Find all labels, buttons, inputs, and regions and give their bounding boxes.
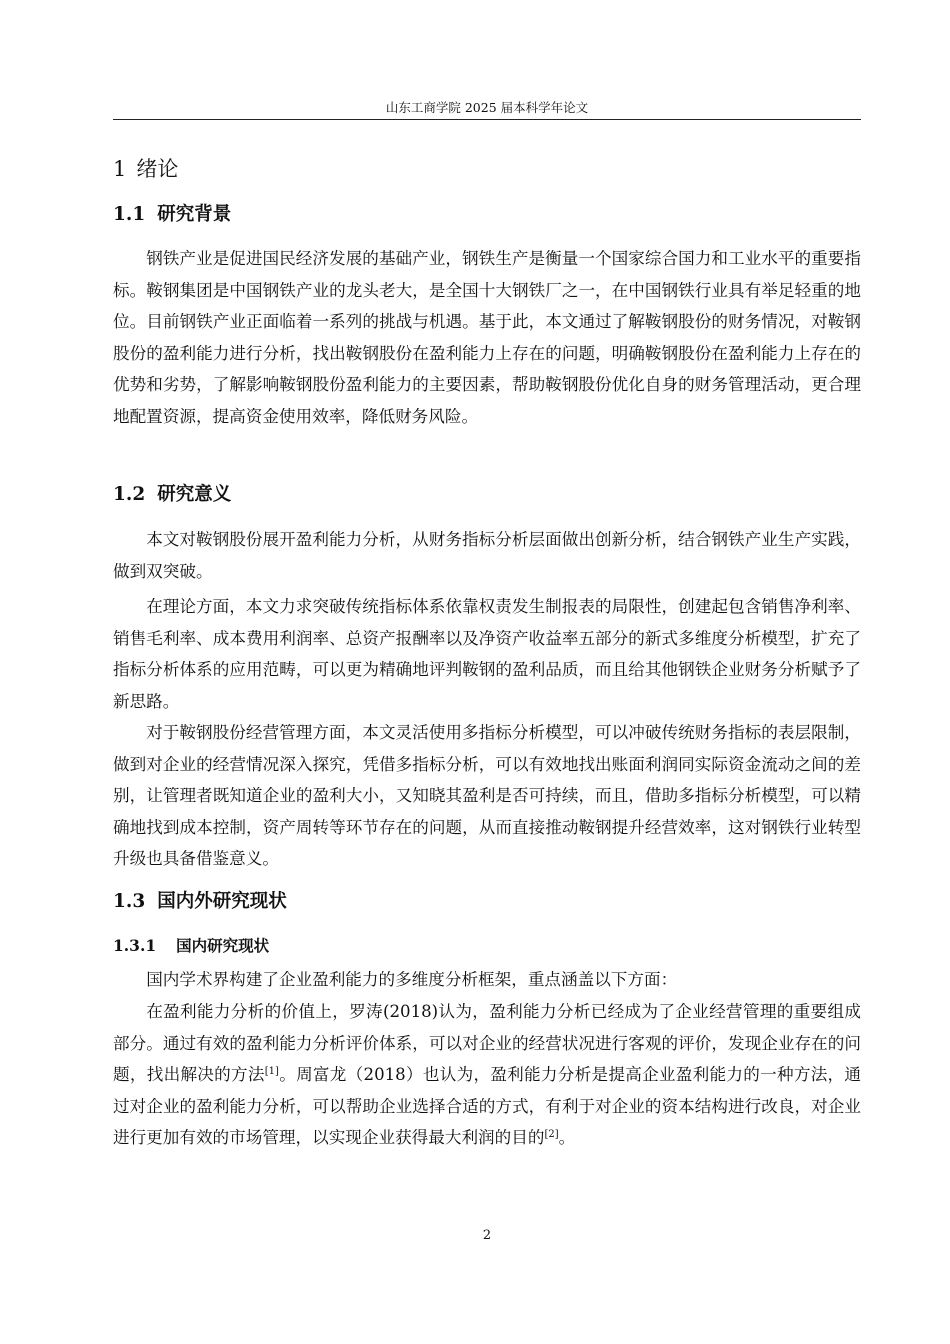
chapter-number: 1: [113, 157, 127, 181]
section-title: 国内外研究现状: [157, 891, 287, 912]
subsection-number: 1.3.1: [113, 936, 157, 955]
section-number: 1.1: [113, 204, 146, 225]
paragraph-significance-practice: 对于鞍钢股份经营管理方面，本文灵活使用多指标分析模型，可以冲破传统财务指标的表层限制，做到对企业的经营情况深入探究，凭借多指标分析，可以有效地找出账面利润同实际资金流动之间的差别，让管理者既知道企业的盈利大小，又知晓其盈利是否可持续，而且，借助多指标分析模型，可以精确地找到成本控制，资产周转等环节存在的问题，从而直接推动鞍钢提升经营效率，这对钢铁行业转型升级也具备借鉴意义。: [113, 723, 861, 868]
review-text-part-3: 。: [558, 1128, 576, 1147]
section-heading-1-1: [113, 201, 231, 229]
review-text-part-2: 。周富龙（2018）也认为，盈利能力分析是提高企业盈利能力的一种方法，通过对企业的盈利能力分析，可以帮助企业选择合适的方式，有利于对企业的资本结构进行改良，对企业进行更加有效的市场管理，以实现企业获得最大利润的目的: [113, 1065, 862, 1147]
section-title: 研究意义: [157, 484, 232, 505]
paragraph-background: 钢铁产业是促进国民经济发展的基础产业，钢铁生产是衡量一个国家综合国力和工业水平的重要指标。鞍钢集团是中国钢铁产业的龙头老大，是全国十大钢铁厂之一，在中国钢铁行业具有举足轻重的地位。目前钢铁产业正面临着一系列的挑战与机遇。基于此，本文通过了解鞍钢股份的财务情况，对鞍钢股份的盈利能力进行分析，找出鞍钢股份在盈利能力上存在的问题，明确鞍钢股份在盈利能力上存在的优势和劣势，了解影响鞍钢股份盈利能力的主要因素，帮助鞍钢股份优化自身的财务管理活动，更合理地配置资源，提高资金使用效率，降低财务风险。: [113, 249, 861, 426]
paragraph-domestic-intro: 国内学术界构建了企业盈利能力的多维度分析框架，重点涵盖以下方面：: [146, 970, 678, 989]
subsection-heading-1-3-1: [113, 934, 269, 958]
section-number: 1.2: [113, 484, 146, 505]
citation-ref-1: [1]: [264, 1066, 279, 1077]
running-header: 山东工商学院 2025 届本科学年论文: [385, 100, 589, 115]
chapter-heading: [113, 154, 178, 184]
header-rule: [113, 119, 861, 120]
paragraph-significance-intro: 本文对鞍钢股份展开盈利能力分析，从财务指标分析层面做出创新分析，结合钢铁产业生产实践，做到双突破。: [113, 530, 861, 581]
paragraph-significance-theory: 在理论方面，本文力求突破传统指标体系依靠权责发生制报表的局限性，创建起包含销售净利率、销售毛利率、成本费用利润率、总资产报酬率以及净资产收益率五部分的新式多维度分析模型，扩充了指标分析体系的应用范畴，可以更为精确地评判鞍钢的盈利品质，而且给其他钢铁企业财务分析赋予了新思路。: [113, 597, 861, 711]
section-number: 1.3: [113, 891, 146, 912]
section-title: 研究背景: [157, 204, 232, 225]
page-number: 2: [482, 1228, 492, 1243]
citation-ref-2: [2]: [544, 1129, 559, 1140]
paragraph-domestic-review: [113, 996, 861, 1154]
review-text-part-1: 在盈利能力分析的价值上，罗涛(2018)认为，盈利能力分析已经成为了企业经营管理的重要组成部分。通过有效的盈利能力分析评价体系，可以对企业的经营状况进行客观的评价，发现企业存在的问题，找出解决的方法: [113, 1002, 861, 1084]
chapter-title: 绪论: [136, 157, 179, 181]
section-heading-1-2: [113, 481, 231, 509]
section-heading-1-3: [113, 888, 287, 916]
subsection-title: 国内研究现状: [176, 936, 270, 955]
